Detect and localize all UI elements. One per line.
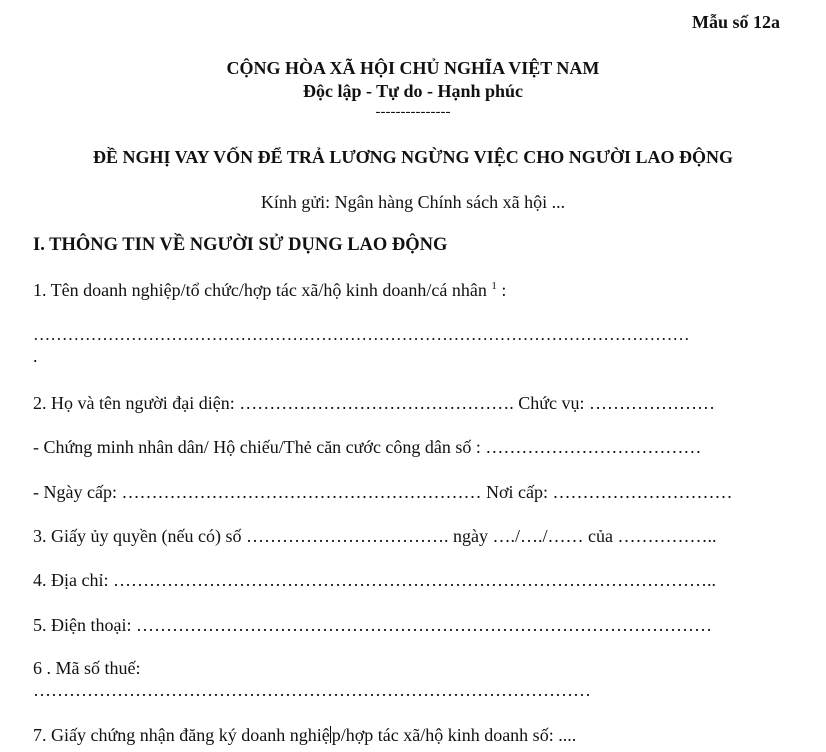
field-label: - Ngày cấp: bbox=[33, 482, 122, 502]
field-label: 7. Giấy chứng nhận đăng ký doanh nghiệ bbox=[33, 725, 330, 745]
field-label: 2. Họ và tên người đại diện: bbox=[33, 393, 240, 413]
field-label: 5. Điện thoại: bbox=[33, 615, 136, 635]
field-business-registration bbox=[33, 725, 576, 746]
field-label: 3. Giấy ủy quyền (nếu có) số bbox=[33, 526, 246, 546]
field-label-suffix: : bbox=[496, 280, 507, 300]
address-fill[interactable]: ……………………………………………………………………………………….. bbox=[112, 570, 716, 590]
field-label: - Chứng minh nhân dân/ Hộ chiếu/Thẻ căn cước công dân số : bbox=[33, 437, 486, 457]
issue-date-fill[interactable]: …………………………………………………… bbox=[121, 482, 482, 502]
phone-fill[interactable]: …………………………………………………………………………………… bbox=[135, 615, 712, 635]
field-organization-name bbox=[33, 280, 506, 301]
field-label: của bbox=[583, 526, 618, 546]
field-id-number bbox=[33, 437, 701, 458]
section-heading: I. THÔNG TIN VỀ NGƯỜI SỬ DỤNG LAO ĐỘNG bbox=[33, 235, 448, 255]
footnote-marker: 1 bbox=[491, 280, 497, 292]
field-label: Nơi cấp: bbox=[481, 482, 553, 502]
id-number-fill[interactable]: ……………………………… bbox=[485, 437, 702, 457]
field-label: p/hợp tác xã/hộ kinh doanh số: .... bbox=[331, 725, 577, 745]
motto: Độc lập - Tự do - Hạnh phúc bbox=[302, 81, 524, 101]
divider-rule: --------------- bbox=[375, 104, 451, 120]
form-code: Mẫu số 12a bbox=[691, 12, 780, 32]
field-label: 4. Địa chỉ: bbox=[33, 570, 113, 590]
nation-heading: CỘNG HÒA XÃ HỘI CHỦ NGHĨA VIỆT NAM bbox=[226, 58, 600, 78]
representative-name-fill[interactable]: ………………………………………. bbox=[239, 393, 514, 413]
field-label: Chức vụ: bbox=[513, 393, 590, 413]
field-label: ngày bbox=[448, 526, 493, 546]
organization-name-fill-end: . bbox=[33, 346, 38, 366]
field-tax-code: 6 . Mã số thuế: bbox=[33, 658, 141, 678]
field-issue-info bbox=[33, 482, 732, 503]
issue-place-fill[interactable]: ………………………… bbox=[552, 482, 733, 502]
field-authorization bbox=[33, 526, 716, 547]
position-fill[interactable]: ………………… bbox=[589, 393, 716, 413]
organization-name-fill[interactable]: …………………………………………………………………………………………………… bbox=[33, 325, 690, 344]
recipient-line: Kính gửi: Ngân hàng Chính sách xã hội ... bbox=[260, 192, 566, 212]
field-phone bbox=[33, 615, 712, 636]
authorization-number-fill[interactable]: ……………………………. bbox=[245, 526, 449, 546]
field-representative bbox=[33, 393, 715, 414]
authorization-date-fill[interactable]: …./…./…… bbox=[492, 526, 584, 546]
field-address bbox=[33, 570, 716, 591]
field-label: 1. Tên doanh nghiệp/tổ chức/hợp tác xã/hộ kinh doanh/cá nhân bbox=[33, 280, 487, 300]
authorization-issuer-fill[interactable]: …………….. bbox=[617, 526, 717, 546]
tax-code-fill[interactable]: ………………………………………………………………………………… bbox=[33, 680, 591, 700]
document-title: ĐỀ NGHỊ VAY VỐN ĐỂ TRẢ LƯƠNG NGỪNG VIỆC CHO NGƯỜI LAO ĐỘNG bbox=[92, 147, 734, 167]
